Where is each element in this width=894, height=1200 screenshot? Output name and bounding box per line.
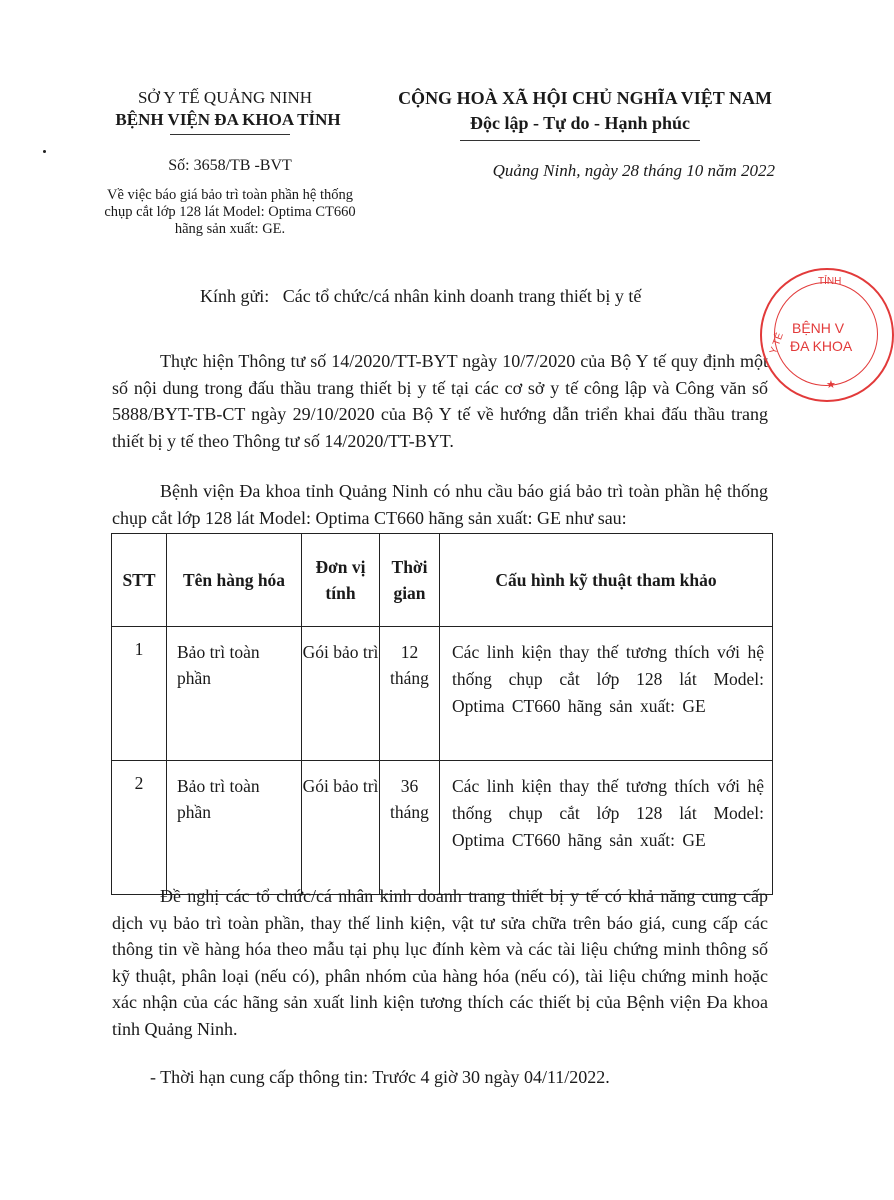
cell-unit: Gói bảo trì	[302, 761, 380, 895]
cell-config: Các linh kiện thay thế tương thích với hệ thống chụp cắt lớp 128 lát Model: Optima CT660 hãng sản xuất: GE	[440, 627, 773, 761]
cell-config: Các linh kiện thay thế tương thích với hệ thống chụp cắt lớp 128 lát Model: Optima CT660 hãng sản xuất: GE	[440, 761, 773, 895]
paragraph-request: Bệnh viện Đa khoa tỉnh Quảng Ninh có nhu cầu báo giá bảo trì toàn phần hệ thống chụp cắt lớp 128 lát Model: Optima CT660 hãng sản xuất: GE như sau:	[112, 481, 768, 528]
subject-line: hãng sản xuất: GE.	[174, 221, 286, 237]
header-stt: STT	[112, 534, 167, 627]
stamp-line-1: BỆNH V	[792, 320, 845, 336]
national-title: CỘNG HOÀ XÃ HỘI CHỦ NGHĨA VIỆT NAM	[398, 88, 772, 108]
stamp-star-icon: ★	[826, 379, 836, 391]
cell-item-name: Bảo trì toàn phần	[167, 627, 302, 761]
organization-name: BỆNH VIỆN ĐA KHOA TỈNH	[115, 110, 341, 129]
stamp-top-text: TỈNH	[818, 276, 842, 287]
header-config: Cấu hình kỹ thuật tham khảo	[440, 534, 773, 627]
cell-stt: 1	[112, 627, 167, 761]
stamp-side-text: Y TẾ	[768, 331, 786, 356]
cell-item-name: Bảo trì toàn phần	[167, 761, 302, 895]
recipient-greeting: Kính gửi: Các tổ chức/cá nhân kinh doanh trang thiết bị y tế	[200, 286, 642, 306]
paragraph-proposal: Đề nghị các tổ chức/cá nhân kinh doanh trang thiết bị y tế có khả năng cung cấp dịch vụ bảo trì toàn phần, thay thế linh kiện, vật tư sửa chữa trên báo giá, cung cấp các thông tin về hàng hóa theo mẫu tại phụ lục đính kèm và các tài liệu chứng minh thông số kỹ thuật, phân loại (nếu có), phân nhóm của hàng hóa (nếu có), tài liệu chứng minh hoặc xác nhận của các hãng sản xuất linh kiện tương thích các thiết bị của Bệnh viện Đa khoa tỉnh Quảng Ninh.	[112, 886, 768, 1039]
header-duration: Thời gian	[380, 534, 440, 627]
table-row	[112, 627, 773, 761]
cell-unit: Gói bảo trì	[302, 627, 380, 761]
document-subject	[95, 187, 365, 238]
subject-line: chụp cắt lớp 128 lát Model: Optima CT660	[104, 204, 356, 220]
official-stamp	[760, 268, 894, 402]
table-row	[112, 761, 773, 895]
document-date: Quảng Ninh, ngày 28 tháng 10 năm 2022	[492, 161, 775, 180]
cell-stt: 2	[112, 761, 167, 895]
document-number: Số: 3658/TB -BVT	[168, 157, 292, 174]
table-header-row	[112, 534, 773, 627]
stamp-line-2: ĐA KHOA	[790, 338, 853, 354]
deadline-line: - Thời hạn cung cấp thông tin: Trước 4 giờ 30 ngày 04/11/2022.	[150, 1067, 610, 1087]
quotation-table	[111, 533, 773, 895]
subject-line: Về việc báo giá bảo trì toàn phần hệ thống	[106, 187, 354, 203]
motto-underline	[460, 140, 700, 141]
header-item-name: Tên hàng hóa	[167, 534, 302, 627]
organization-parent: SỞ Y TẾ QUẢNG NINH	[137, 88, 313, 107]
paragraph-legal-basis: Thực hiện Thông tư số 14/2020/TT-BYT ngày 10/7/2020 của Bộ Y tế quy định một số nội dung trong đấu thầu trang thiết bị y tế tại các cơ sở y tế công lập và Công văn số 5888/BYT-TB-CT ngày 29/10/2020 của Bộ Y tế về hướng dẫn triển khai đấu thầu trang thiết bị y tế theo Thông tư số 14/2020/TT-BYT.	[112, 351, 768, 451]
organization-underline	[170, 134, 290, 135]
scan-speck	[43, 150, 46, 153]
cell-duration: 36 tháng	[380, 761, 440, 895]
header-unit: Đơn vị tính	[302, 534, 380, 627]
national-motto: Độc lập - Tự do - Hạnh phúc	[469, 113, 691, 133]
cell-duration: 12 tháng	[380, 627, 440, 761]
